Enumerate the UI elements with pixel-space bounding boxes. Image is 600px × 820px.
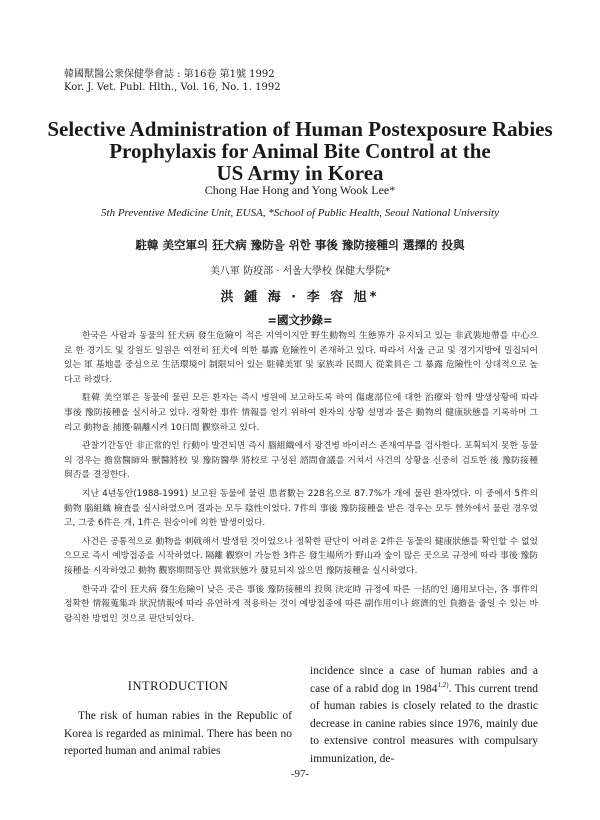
abstract-paragraph: 한국은 사람과 동물의 狂犬病 發生危險이 적은 지역이지만 野生動物의 生態界가 유지되고 있는 非武裝地帶를 中心으로 한 경기도 및 강원도 일원은 여전히 狂犬에 의한 暴露 危險性이 존재하고 있다. 따라서 서울 근교 및 경기지방에 밀집되어 있는 軍 基地를 중심으로 生活環境이 制限되어 있는 駐韓美軍 및 家族과 民間人 從業員은 그 暴露 危險性이 상대적으로 높다고 하겠다. <box>64 331 538 385</box>
body-column-right <box>310 663 538 768</box>
body-text: incidence since a case of human rabies and a case of a rabid dog in 1984 <box>310 665 538 695</box>
abstract-paragraph: 관찰기간동안 非正常的인 行動이 발견되면 즉시 腦組織에서 광견병 바이러스 존재여부를 검사한다. 포획되지 못한 동물의 경우는 擔當醫師와 獸醫將校 및 豫防醫學 將校로 구성된 諮問會議를 거쳐서 사건의 상황을 신중히 검토한 後 豫防接種 與否를 결정한다. <box>64 441 538 481</box>
korean-title: 駐韓 美空軍의 狂犬病 豫防을 위한 事後 豫防接種의 選擇的 投與 <box>135 238 465 252</box>
title-line-2: Prophylaxis for Animal Bite Control at the <box>109 139 491 163</box>
korean-author-list: 洪 鍾 海 · 李 容 旭* <box>220 290 380 305</box>
korean-abstract <box>64 329 538 630</box>
section-heading-introduction: INTRODUCTION <box>127 679 229 693</box>
abstract-paragraph: 사건은 공통적으로 動物을 刺戟해서 발생된 것이었으나 정확한 판단이 어려운 2件은 동물의 健康狀態를 확인할 수 없었으므로 즉시 예방접종을 시작하였다. 隔離 觀察이 가능한 3件은 發生場所가 野山과 숲이 많은 곳으로 규정에 따라 事後 豫防接種을 시작하였고 動物 觀察期間동안 異常狀態가 發見되지 않으면 豫防接種을 실시하였다. <box>64 536 539 576</box>
journal-citation <box>64 68 281 94</box>
body-paragraph: The risk of human rabies in the Republic of Korea is regarded as minimal. There has been no reported human and animal rabies <box>64 710 292 757</box>
title-line-3: US Army in Korea <box>216 161 384 185</box>
abstract-paragraph: 한국과 같이 狂犬病 發生危險이 낮은 곳은 事後 豫防接種의 投與 決定時 규정에 따른 一括的인 適用보다는, 各 事件의 정확한 情報蒐集과 狀況情報에 따라 유연하게 적용하는 것이 예방접종에 따른 副作用이나 經濟的인 負擔을 줄일 수 있는 바람직한 방법인 것으로 판단되었다. <box>64 584 538 624</box>
author-list: Chong Hae Hong and Yong Wook Lee* <box>204 183 396 197</box>
korean-affiliation: 美八軍 防疫部 · 서울大學校 保健大學院* <box>209 266 391 277</box>
body-column-left <box>64 708 292 761</box>
title-line-1: Selective Administration of Human Postexposure Rabies <box>47 117 553 141</box>
body-text: . This current trend of human rabies is closely related to the drastic decrease in canine rabies since 1976, mainly due to extensive control measures with compulsary immunization, de- <box>310 682 538 765</box>
abstract-paragraph: 駐韓 美空軍은 동물에 물린 모든 환자는 즉시 병원에 보고하도록 하여 傷處部位에 대한 治療와 함께 발생상황에 따라 事後 豫防接種을 실시하고 있다. 정확한 事件 情報를 얻기 위하여 환자의 상황 설명과 물은 動物의 健康狀態를 기록하며 그리고 動物을 捕獲·隔離시켜 10日間 觀察하고 있다. <box>64 393 538 433</box>
journal-citation-korean: 韓國獸醫公衆保健學會誌 : 第16卷 第1號 1992 <box>64 69 275 80</box>
author-affiliation: 5th Preventive Medicine Unit, EUSA, *School of Public Health, Seoul National University <box>101 207 499 219</box>
paper-title <box>40 118 560 184</box>
korean-summary-heading: =國文抄錄= <box>267 313 333 327</box>
citation-reference: 1,2) <box>437 680 449 689</box>
body-paragraph <box>310 663 538 768</box>
page-number: -97- <box>290 768 310 780</box>
journal-citation-english: Kor. J. Vet. Publ. Hlth., Vol. 16, No. 1. 1992 <box>64 82 281 93</box>
abstract-paragraph: 지난 4년동안(1988-1991) 보고된 동물에 물린 患者數는 228名으로 87.7%가 개에 물린 환자였다. 이 중에서 5件의 動物 腦組織 檢査를 실시하였으며 결과는 모두 陰性이었다. 7件의 事後 豫防接種을 받은 경우는 모두 營外에서 물린 경우였고, 그중 6件은 개, 1件은 원숭이에 의한 발생이었다. <box>64 488 538 529</box>
